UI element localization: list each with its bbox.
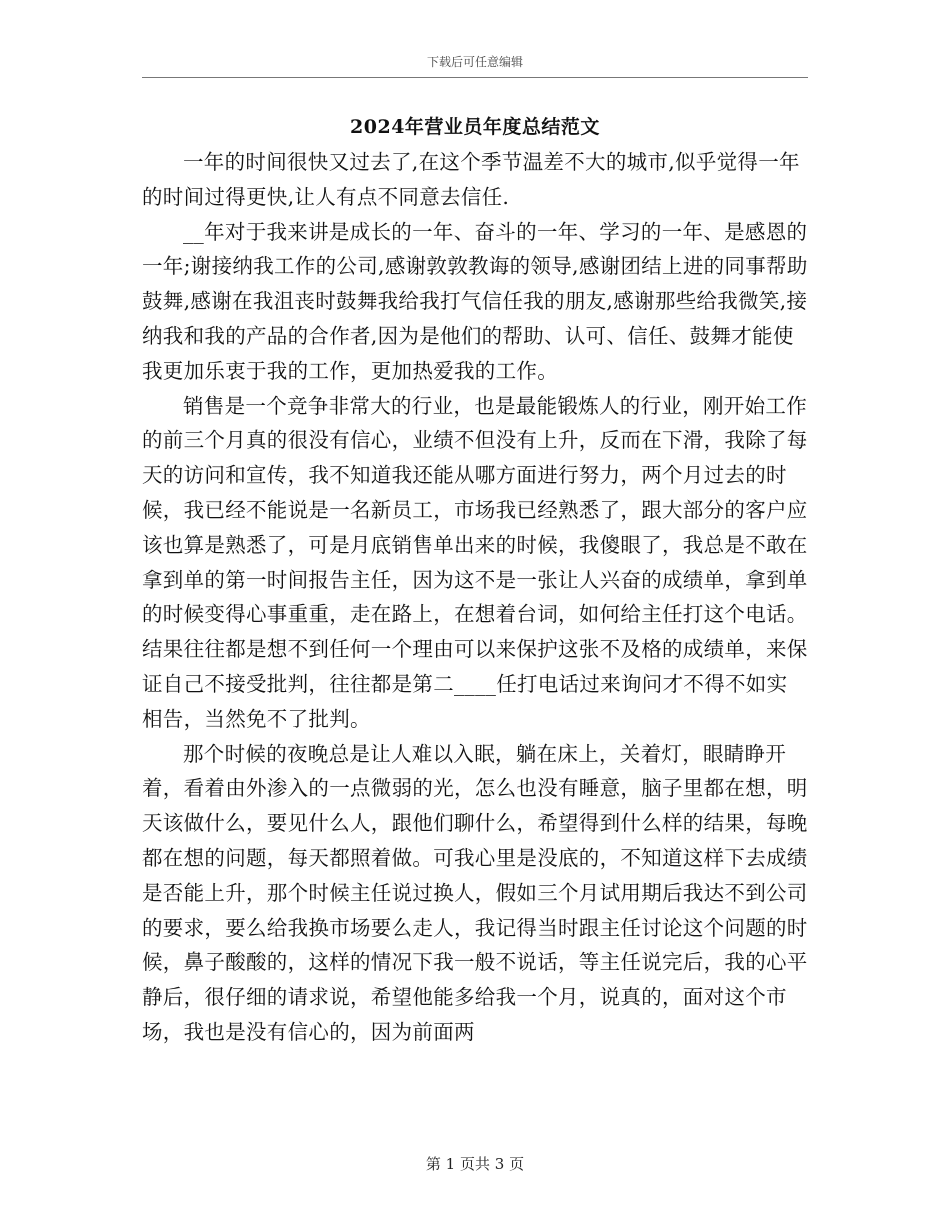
header-note: 下载后可任意编辑 (426, 55, 523, 69)
document-body (142, 145, 808, 1050)
paragraph-1: 一年的时间很快又过去了,在这个季节温差不大的城市,似乎觉得一年的时间过得更快,让人有点不同意去信任. (142, 150, 800, 209)
page-number: 第 1 页共 3 页 (425, 1155, 525, 1173)
paragraph-3: 销售是一个竞争非常大的行业，也是最能锻炼人的行业，刚开始工作的前三个月真的很没有信心，业绩不但没有上升，反而在下滑，我除了每天的访问和宣传，我不知道我还能从哪方面进行努力，两个月过去的时候，我已经不能说是一名新员工，市场我已经熟悉了，跟大部分的客户应该也算是熟悉了，可是月底销售单出来的时候，我傻眼了，我总是不敢在拿到单的第一时间报告主任，因为这不是一张让人兴奋的成绩单，拿到单的时候变得心事重重，走在路上，在想着台词，如何给主任打这个电话。结果往往都是想不到任何一个理由可以来保护这张不及格的成绩单，来保证自己不接受批判，往往都是第二____任打电话过来询问才不得不如实相告，当然免不了批判。 (142, 393, 808, 731)
document-title: 2024年营业员年度总结范文 (350, 116, 600, 138)
header-divider (142, 77, 808, 78)
paragraph-2: __年对于我来讲是成长的一年、奋斗的一年、学习的一年、是感恩的一年;谢接纳我工作的公司,感谢敦敦教诲的领导,感谢团结上进的同事帮助鼓舞,感谢在我沮丧时鼓舞我给我打气信任我的朋友,感谢那些给我微笑,接纳我和我的产品的合作者,因为是他们的帮助、认可、信任、鼓舞才能使我更加乐衷于我的工作，更加热爱我的工作。 (142, 219, 808, 383)
paragraph-4: 那个时候的夜晚总是让人难以入眠，躺在床上，关着灯，眼睛睁开着，看着由外渗入的一点微弱的光，怎么也没有睡意，脑子里都在想，明天该做什么，要见什么人，跟他们聊什么，希望得到什么样的结果，每晚都在想的问题，每天都照着做。可我心里是没底的，不知道这样下去成绩是否能上升，那个时候主任说过换人，假如三个月试用期后我达不到公司的要求，要么给我换市场要么走人，我记得当时跟主任讨论这个问题的时候，鼻子酸酸的，这样的情况下我一般不说话，等主任说完后，我的心平静后，很仔细的请求说，希望他能多给我一个月，说真的，面对这个市场，我也是没有信心的，因为前面两 (142, 741, 808, 1044)
